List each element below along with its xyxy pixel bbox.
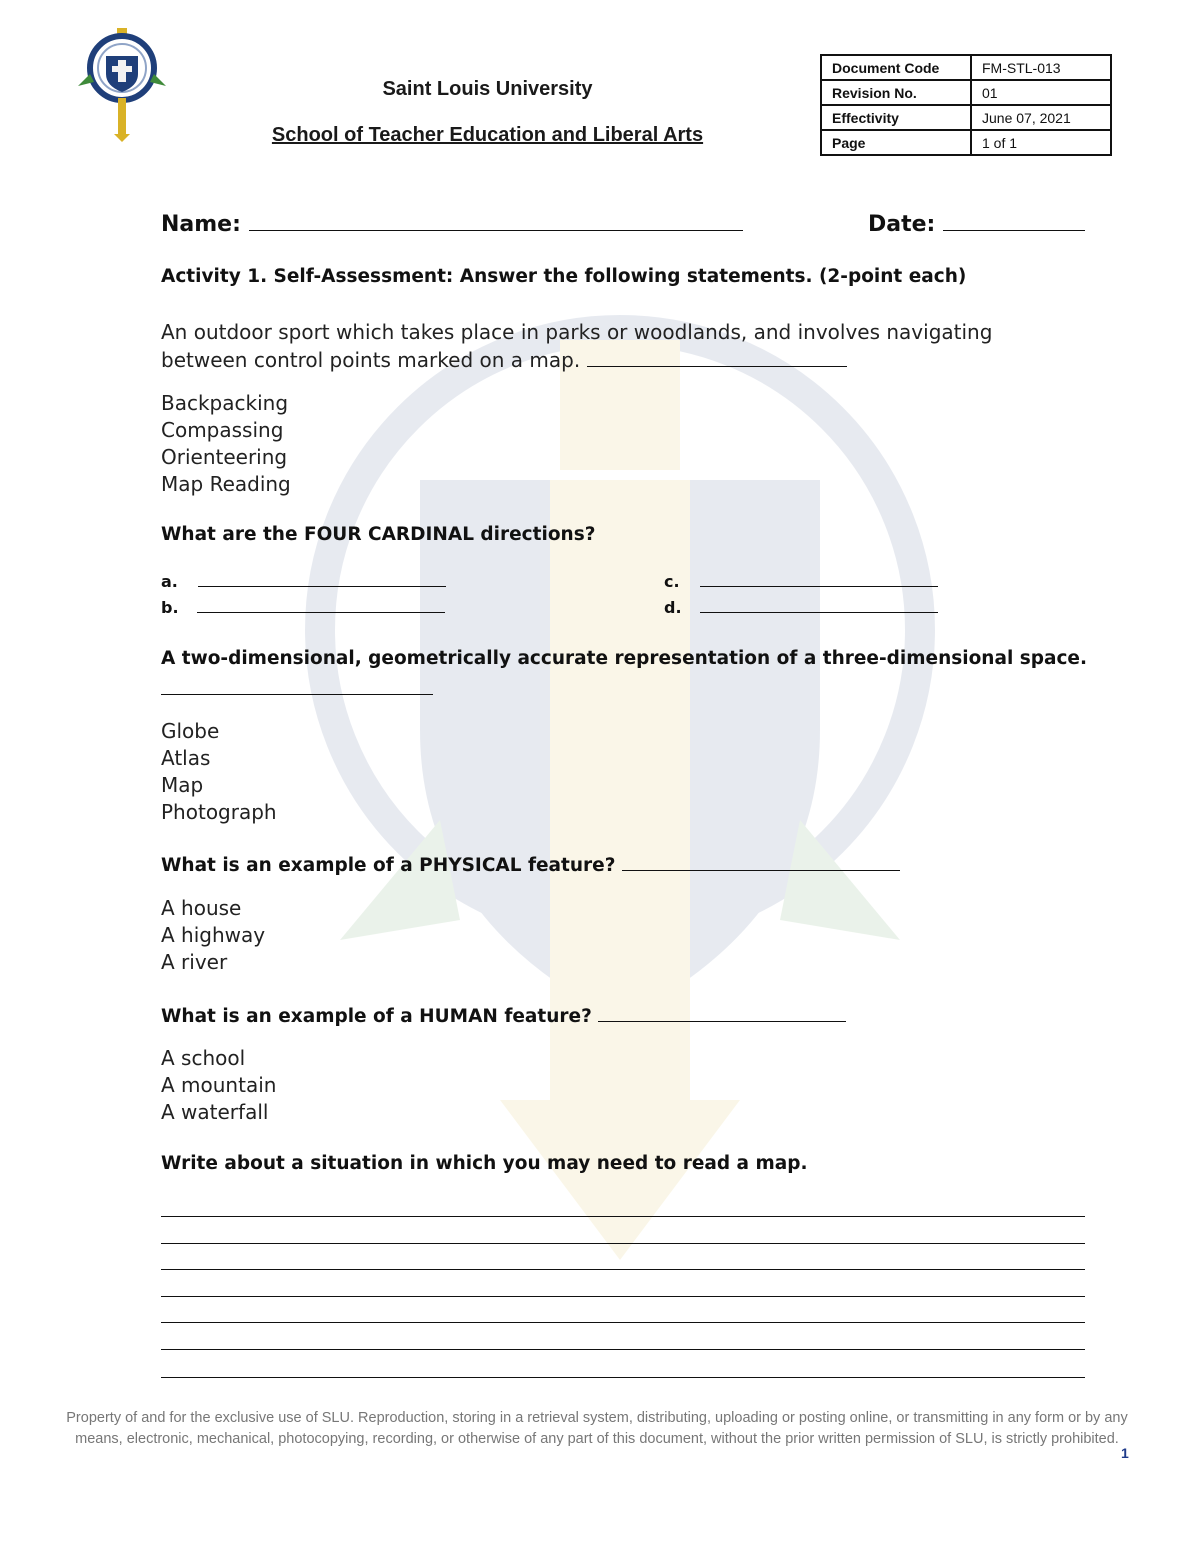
option[interactable]: Globe — [161, 719, 220, 743]
option[interactable]: A highway — [161, 923, 266, 947]
question-1-line-2: between control points marked on a map. — [161, 346, 992, 374]
revision-value: 01 — [971, 80, 1111, 105]
document-control-table — [820, 54, 1112, 156]
effectivity-value: June 07, 2021 — [971, 105, 1111, 130]
question-4-blank[interactable] — [622, 852, 900, 871]
question-3: A two-dimensional, geometrically accurate representation of a three-dimensional space. — [161, 648, 1088, 669]
writing-line[interactable] — [161, 1216, 1085, 1217]
cardinal-d-blank[interactable] — [700, 596, 938, 613]
option[interactable]: Backpacking — [161, 391, 289, 415]
writing-line[interactable] — [161, 1349, 1085, 1350]
question-3-blank[interactable] — [161, 694, 433, 695]
name-label: Name: — [161, 212, 241, 237]
option[interactable]: A waterfall — [161, 1100, 269, 1124]
option[interactable]: Atlas — [161, 746, 211, 770]
date-label: Date: — [868, 212, 936, 237]
option[interactable]: Map Reading — [161, 472, 291, 496]
footer-line-2: means, electronic, mechanical, photocopying, recording, or otherwise of any part of this document, without the prior written permission of SLU, is strictly prohibited. — [75, 1431, 1119, 1447]
doc-code-label: Document Code — [821, 55, 971, 80]
page-number: 1 — [1121, 1445, 1129, 1461]
option[interactable]: Compassing — [161, 418, 284, 442]
writing-line[interactable] — [161, 1269, 1085, 1270]
effectivity-label: Effectivity — [821, 105, 971, 130]
option[interactable]: A house — [161, 896, 242, 920]
name-blank[interactable] — [249, 208, 743, 231]
question-6: Write about a situation in which you may need to read a map. — [161, 1153, 808, 1174]
cardinal-d: d. — [664, 596, 938, 617]
writing-line[interactable] — [161, 1377, 1085, 1378]
question-1 — [161, 318, 992, 374]
option[interactable]: Photograph — [161, 800, 277, 824]
activity-title: Activity 1. Self-Assessment: Answer the following statements. (2-point each) — [161, 266, 967, 287]
question-2: What are the FOUR CARDINAL directions? — [161, 524, 596, 545]
date-blank[interactable] — [943, 208, 1085, 231]
university-seal-logo — [76, 26, 168, 142]
doc-code-value: FM-STL-013 — [971, 55, 1111, 80]
question-3-options — [161, 718, 277, 826]
question-5-blank[interactable] — [598, 1003, 846, 1022]
doc-table-row — [821, 55, 1111, 80]
cardinal-c-blank[interactable] — [700, 570, 938, 587]
question-1-line-1: An outdoor sport which takes place in parks or woodlands, and involves navigating — [161, 320, 993, 344]
option[interactable]: A river — [161, 950, 228, 974]
date-field — [868, 208, 1085, 237]
question-5-options — [161, 1045, 276, 1126]
option[interactable]: A mountain — [161, 1073, 277, 1097]
writing-line[interactable] — [161, 1243, 1085, 1244]
school-name: School of Teacher Education and Liberal Arts — [271, 124, 704, 146]
writing-line[interactable] — [161, 1322, 1085, 1323]
question-1-options — [161, 390, 291, 498]
cardinal-b-blank[interactable] — [197, 596, 445, 613]
university-name: Saint Louis University — [382, 78, 593, 100]
question-4: What is an example of a PHYSICAL feature? — [161, 852, 900, 876]
question-5: What is an example of a HUMAN feature? — [161, 1003, 846, 1027]
cardinal-a: a. — [161, 570, 446, 591]
question-4-options — [161, 895, 265, 976]
writing-line[interactable] — [161, 1296, 1085, 1297]
cardinal-c: c. — [664, 570, 938, 591]
seal-watermark — [300, 300, 940, 1280]
copyright-footer — [62, 1408, 1132, 1450]
question-1-blank[interactable] — [587, 348, 847, 367]
option[interactable]: Orienteering — [161, 445, 288, 469]
footer-line-1: Property of and for the exclusive use of SLU. Reproduction, storing in a retrieval system, distributing, uploading or posting online, or transmitting in any form or by any — [66, 1410, 1128, 1426]
cardinal-b: b. — [161, 596, 445, 617]
page-label: Page — [821, 130, 971, 155]
page-value: 1 of 1 — [971, 130, 1111, 155]
revision-label: Revision No. — [821, 80, 971, 105]
option[interactable]: A school — [161, 1046, 246, 1070]
cardinal-a-blank[interactable] — [198, 570, 446, 587]
doc-table-row — [821, 130, 1111, 155]
doc-table-row — [821, 80, 1111, 105]
option[interactable]: Map — [161, 773, 204, 797]
doc-table-row — [821, 105, 1111, 130]
name-field — [161, 208, 743, 237]
